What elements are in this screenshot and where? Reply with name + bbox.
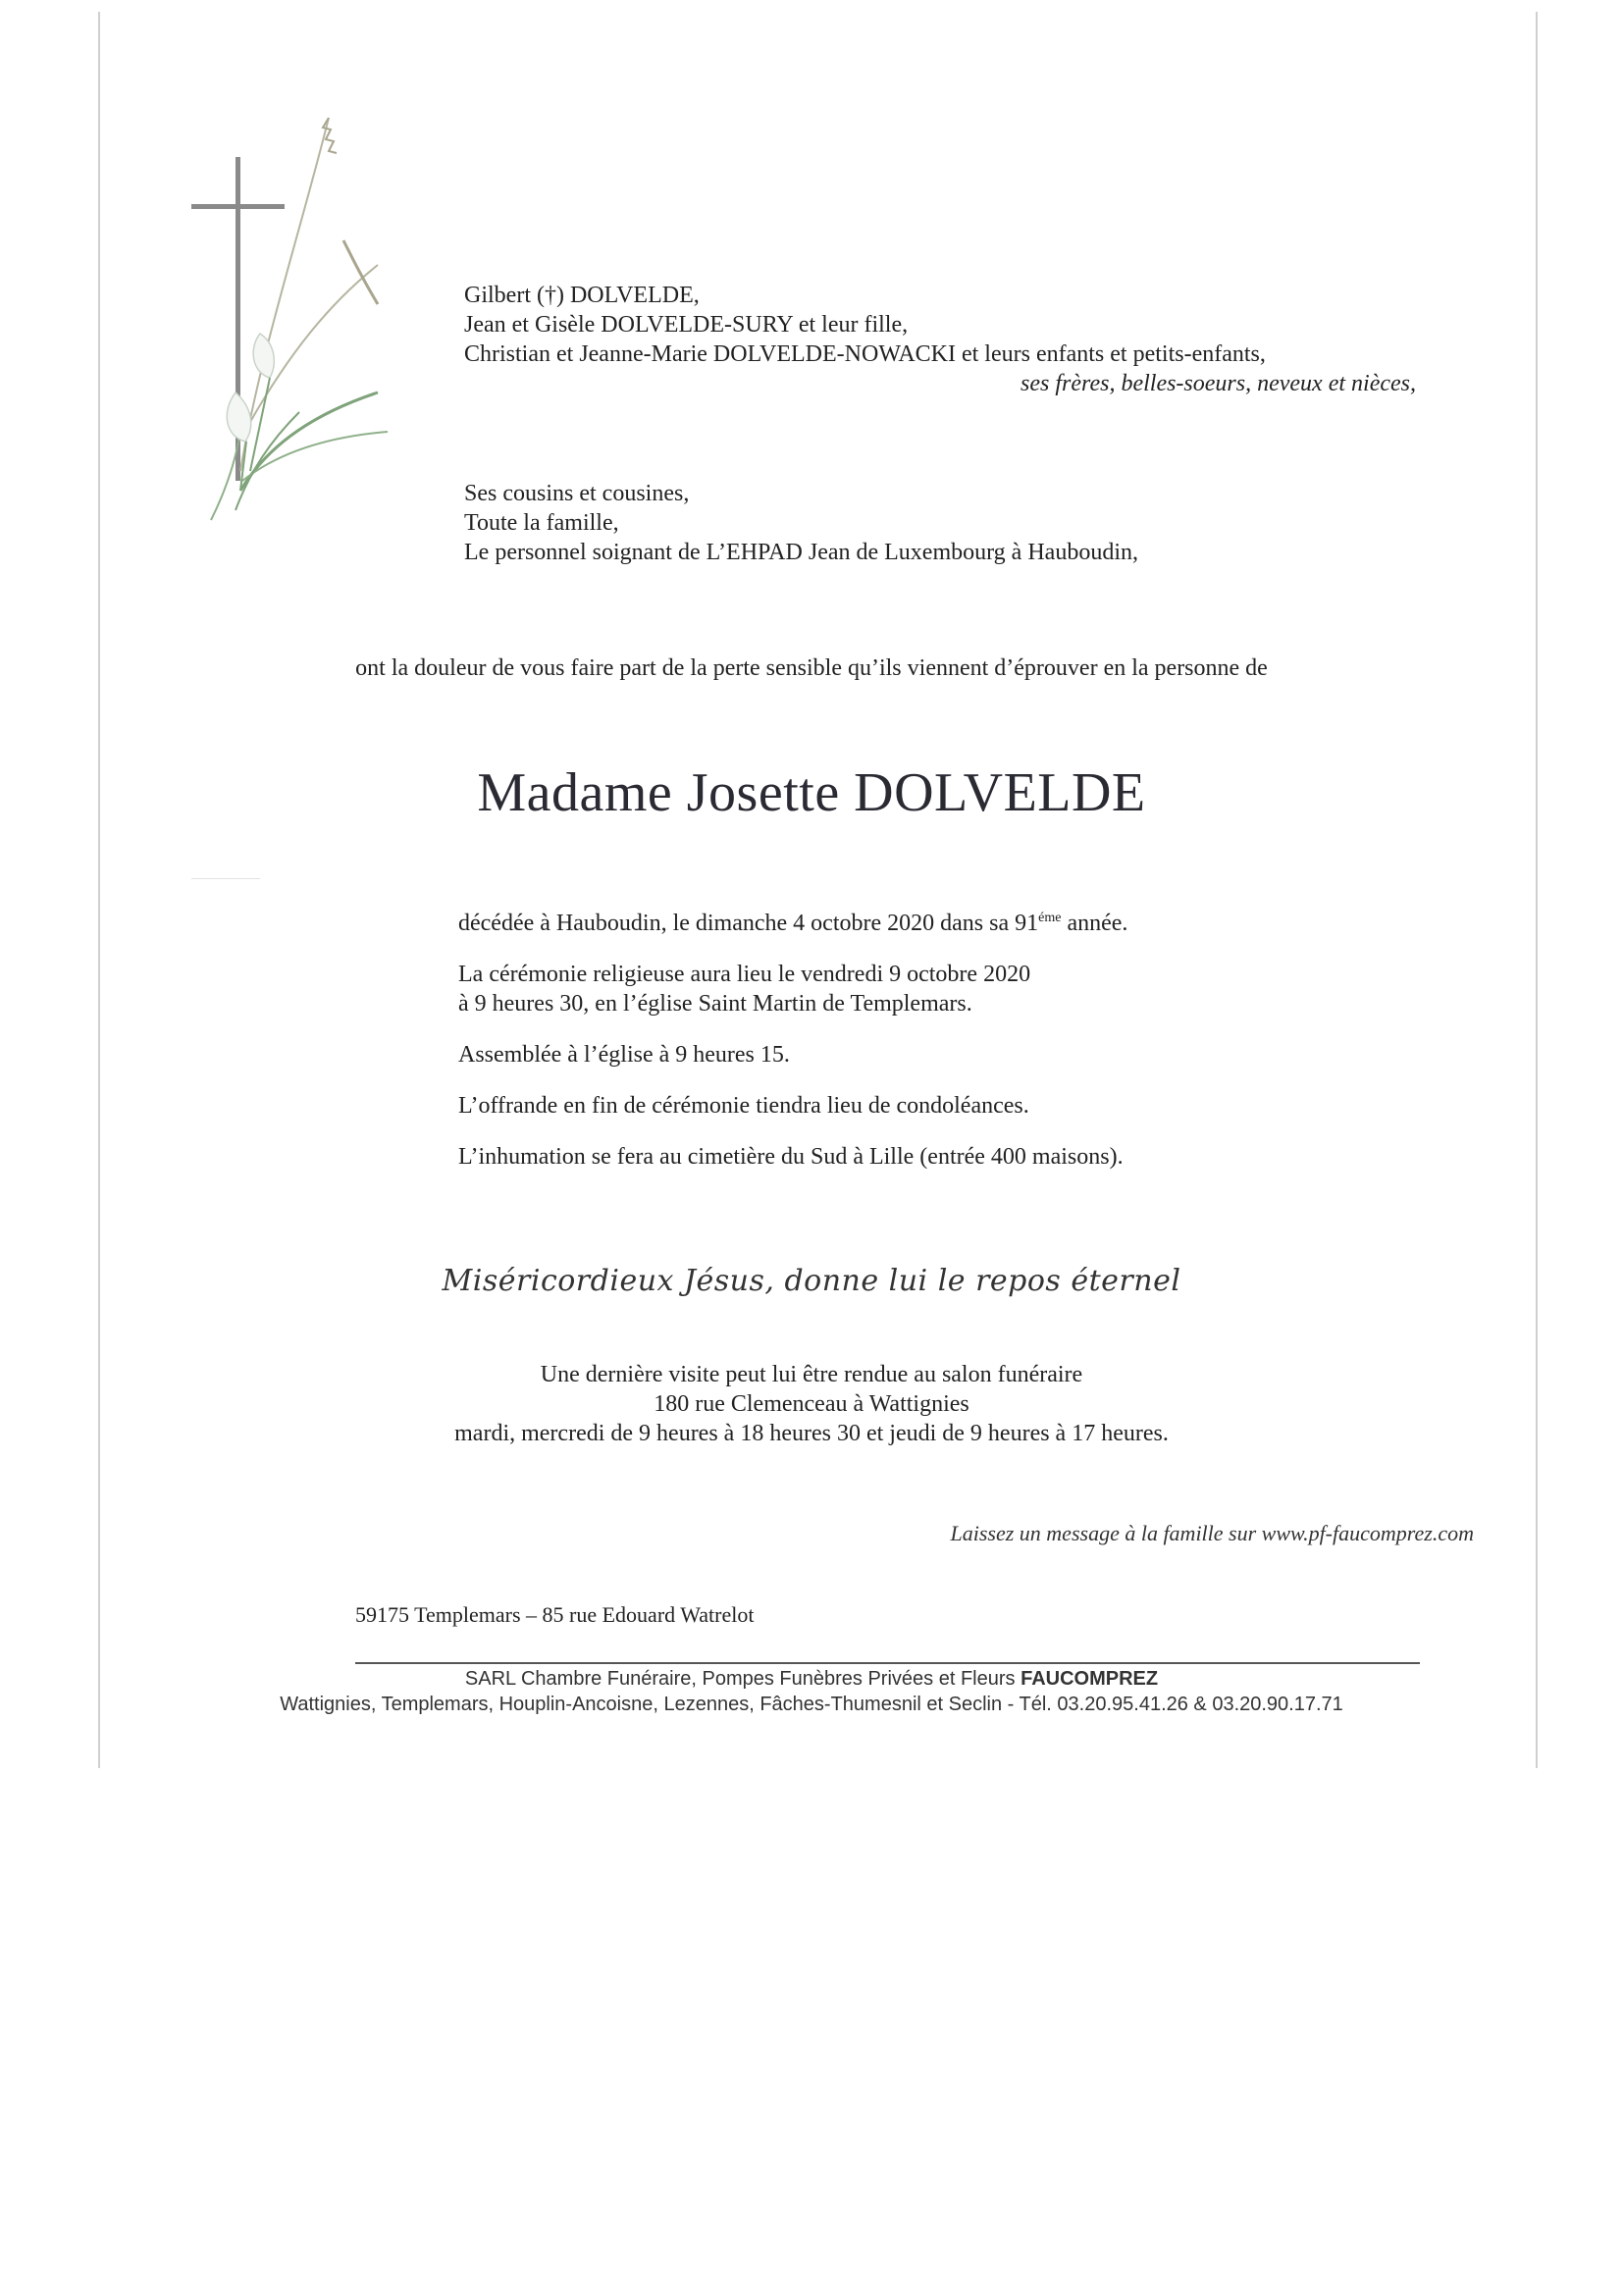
scan-artifact-line (191, 878, 260, 879)
death-text-end: année. (1061, 911, 1128, 936)
death-statement (458, 909, 1341, 938)
company-locations: Wattignies, Templemars, Houplin-Ancoisne, Lezennes, Fâches-Thumesnil et Seclin - Tél. 03.20.95.41.26 & 03.20.90.17.71 (280, 1694, 1343, 1715)
ceremony-line-2: à 9 heures 30, en l’église Saint Martin de Templemars. (458, 991, 972, 1017)
others-line-3: Le personnel soignant de L’EHPAD Jean de Luxembourg à Hauboudin, (464, 540, 1138, 565)
death-text: décédée à Hauboudin, le dimanche 4 octobre 2020 dans sa 91 (458, 911, 1039, 936)
family-list (464, 281, 1416, 398)
company-prefix: SARL Chambre Funéraire, Pompes Funèbres Privées et Fleurs (464, 1668, 1021, 1690)
company-line (0, 1666, 1623, 1692)
visit-info (0, 1360, 1623, 1448)
family-line-2: Jean et Gisèle DOLVELDE-SURY et leur fille, (464, 312, 909, 338)
others-line-1: Ses cousins et cousines, (464, 481, 690, 506)
others-list (464, 479, 1416, 567)
funeral-home-address: 59175 Templemars – 85 rue Edouard Watrelot (355, 1602, 755, 1627)
funeral-details (458, 909, 1341, 1172)
burial-info: L’inhumation se fera au cimetière du Sud à Lille (entrée 400 maisons). (458, 1144, 1124, 1170)
scan-edge-right (1536, 12, 1538, 1768)
family-line-1: Gilbert (†) DOLVELDE, (464, 283, 700, 308)
visit-line-3: mardi, mercredi de 9 heures à 18 heures 30 et jeudi de 9 heures à 17 heures. (454, 1421, 1169, 1446)
cross-lily-ornament-icon (182, 98, 397, 540)
assembly-info: Assemblée à l’église à 9 heures 15. (458, 1042, 790, 1068)
prayer: Miséricordieux Jésus, donne lui le repos éternel (442, 1264, 1181, 1298)
others-line-2: Toute la famille, (464, 510, 619, 536)
website-message: Laissez un message à la famille sur www.pf-faucomprez.com (950, 1521, 1474, 1545)
ordinal-suffix: éme (1038, 911, 1062, 925)
offering-info: L’offrande en fin de cérémonie tiendra lieu de condoléances. (458, 1093, 1029, 1119)
company-name: FAUCOMPREZ (1021, 1668, 1159, 1690)
visit-line-1: Une dernière visite peut lui être rendue au salon funéraire (540, 1362, 1083, 1387)
deceased-name: Madame Josette DOLVELDE (477, 762, 1146, 823)
scan-edge-left (98, 12, 100, 1768)
ceremony-line-1: La cérémonie religieuse aura lieu le vendredi 9 octobre 2020 (458, 962, 1031, 987)
footer (0, 1666, 1623, 1717)
family-relation: ses frères, belles-soeurs, neveux et nièces, (1021, 371, 1416, 396)
family-line-3: Christian et Jeanne-Marie DOLVELDE-NOWACKI et leurs enfants et petits-enfants, (464, 341, 1266, 367)
visit-line-2: 180 rue Clemenceau à Wattignies (654, 1391, 969, 1417)
footer-divider (355, 1662, 1420, 1664)
announcement: ont la douleur de vous faire part de la perte sensible qu’ils viennent d’éprouver en la personne de (355, 655, 1268, 681)
